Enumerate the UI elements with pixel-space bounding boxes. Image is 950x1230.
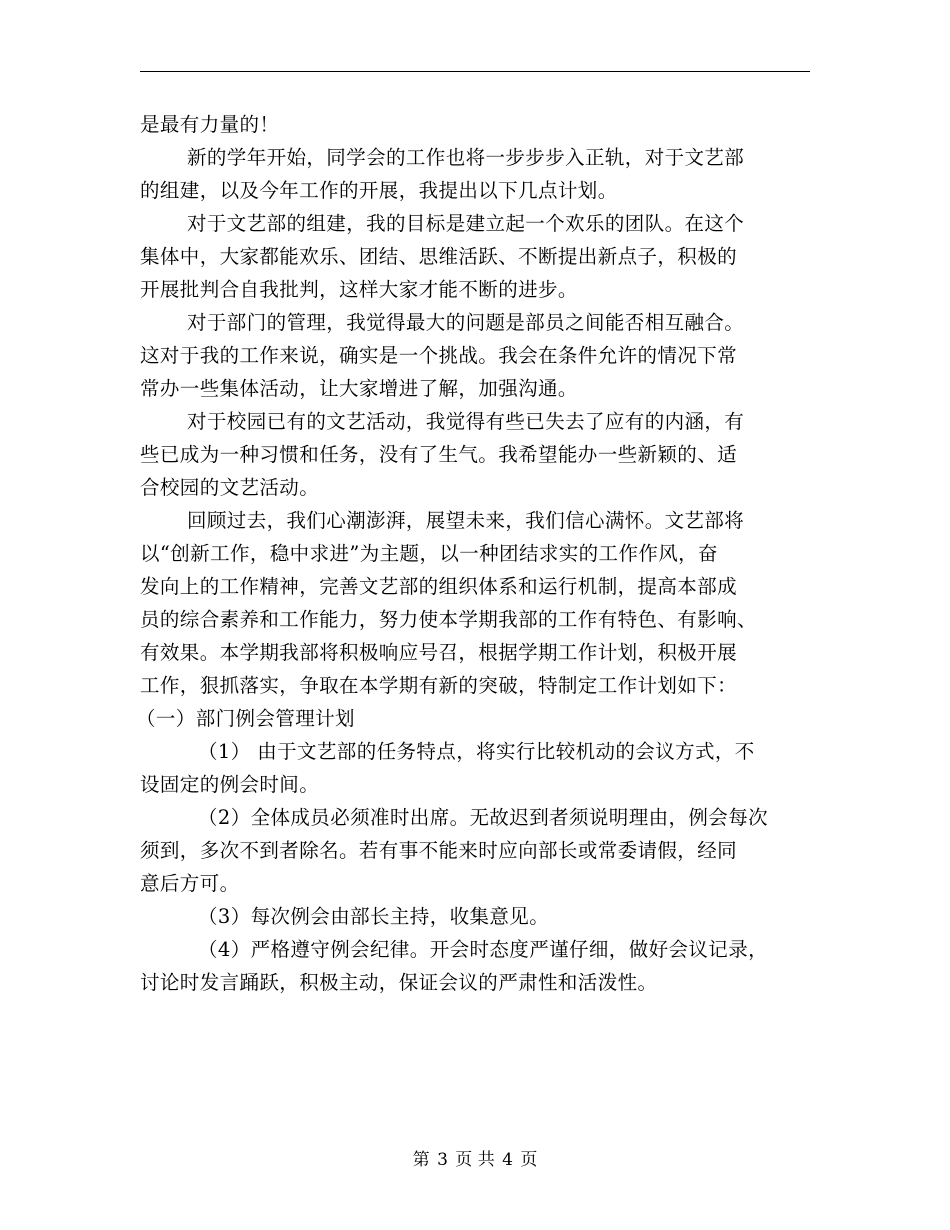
footer-suffix: 页: [520, 1150, 538, 1170]
text-line-15: 发向上的工作精神，完善文艺部的组织体系和运行机制，提高本部成: [140, 575, 738, 598]
footer-prefix: 第: [412, 1150, 430, 1170]
text-line-26: （4）严格遵守例会纪律。开会时态度严谨仔细，做好会议记录，: [198, 938, 769, 961]
text-line-21: 设固定的例会时间。: [140, 773, 320, 796]
page-footer: [0, 1149, 950, 1171]
text-line-12: 合校园的文艺活动。: [140, 476, 320, 499]
header-rule: [140, 71, 810, 72]
text-line-27: 讨论时发言踊跃，积极主动，保证会议的严肃性和活泼性。: [140, 971, 658, 994]
text-line-1: 是最有力量的！: [140, 113, 280, 136]
text-line-18: 工作，狠抓落实，争取在本学期有新的突破，特制定工作计划如下：: [140, 674, 738, 697]
text-line-3: 的组建，以及今年工作的开展，我提出以下几点计划。: [140, 179, 618, 202]
text-line-5: 集体中，大家都能欢乐、团结、思维活跃、不断提出新点子，积极的: [140, 245, 738, 268]
text-line-8: 这对于我的工作来说，确实是一个挑战。我会在条件允许的情况下常: [140, 344, 738, 367]
document-body: [136, 108, 810, 999]
text-line-4: 对于文艺部的组建，我的目标是建立起一个欢乐的团队。在这个: [187, 212, 745, 235]
text-line-20: （1） 由于文艺部的任务特点，将实行比较机动的会议方式，不: [198, 740, 755, 763]
text-line-23: 须到，多次不到者除名。若有事不能来时应向部长或常委请假，经同: [140, 839, 738, 862]
footer-current-page: 3: [437, 1150, 448, 1170]
text-line-14: 以“创新工作，稳中求进”为主题，以一种团结求实的工作作风，奋: [140, 542, 718, 565]
text-line-9: 常办一些集体活动，让大家增进了解，加强沟通。: [140, 377, 578, 400]
section-heading: （一）部门例会管理计划: [136, 707, 355, 730]
text-line-7: 对于部门的管理，我觉得最大的问题是部员之间能否相互融合。: [187, 311, 745, 334]
text-line-11: 些已成为一种习惯和任务，没有了生气。我希望能办一些新颖的、适: [140, 443, 738, 466]
text-line-13: 回顾过去，我们心潮澎湃，展望未来，我们信心满怀。文艺部将: [187, 509, 745, 532]
text-line-16: 员的综合素养和工作能力，努力使本学期我部的工作有特色、有影响、: [140, 608, 757, 631]
footer-total-pages: 4: [502, 1150, 513, 1170]
text-line-25: （3）每次例会由部长主持，收集意见。: [198, 905, 550, 928]
text-line-6: 开展批判合自我批判，这样大家才能不断的进步。: [140, 278, 578, 301]
text-line-22: （2）全体成员必须准时出席。无故迟到者须说明理由，例会每次: [198, 806, 769, 829]
text-line-10: 对于校园已有的文艺活动，我觉得有些已失去了应有的内涵，有: [187, 410, 745, 433]
text-line-24: 意后方可。: [140, 872, 240, 895]
footer-middle: 页 共: [455, 1150, 495, 1170]
text-line-17: 有效果。本学期我部将积极响应号召，根据学期工作计划，积极开展: [140, 641, 738, 664]
text-line-2: 新的学年开始，同学会的工作也将一步步步入正轨，对于文艺部: [187, 146, 745, 169]
